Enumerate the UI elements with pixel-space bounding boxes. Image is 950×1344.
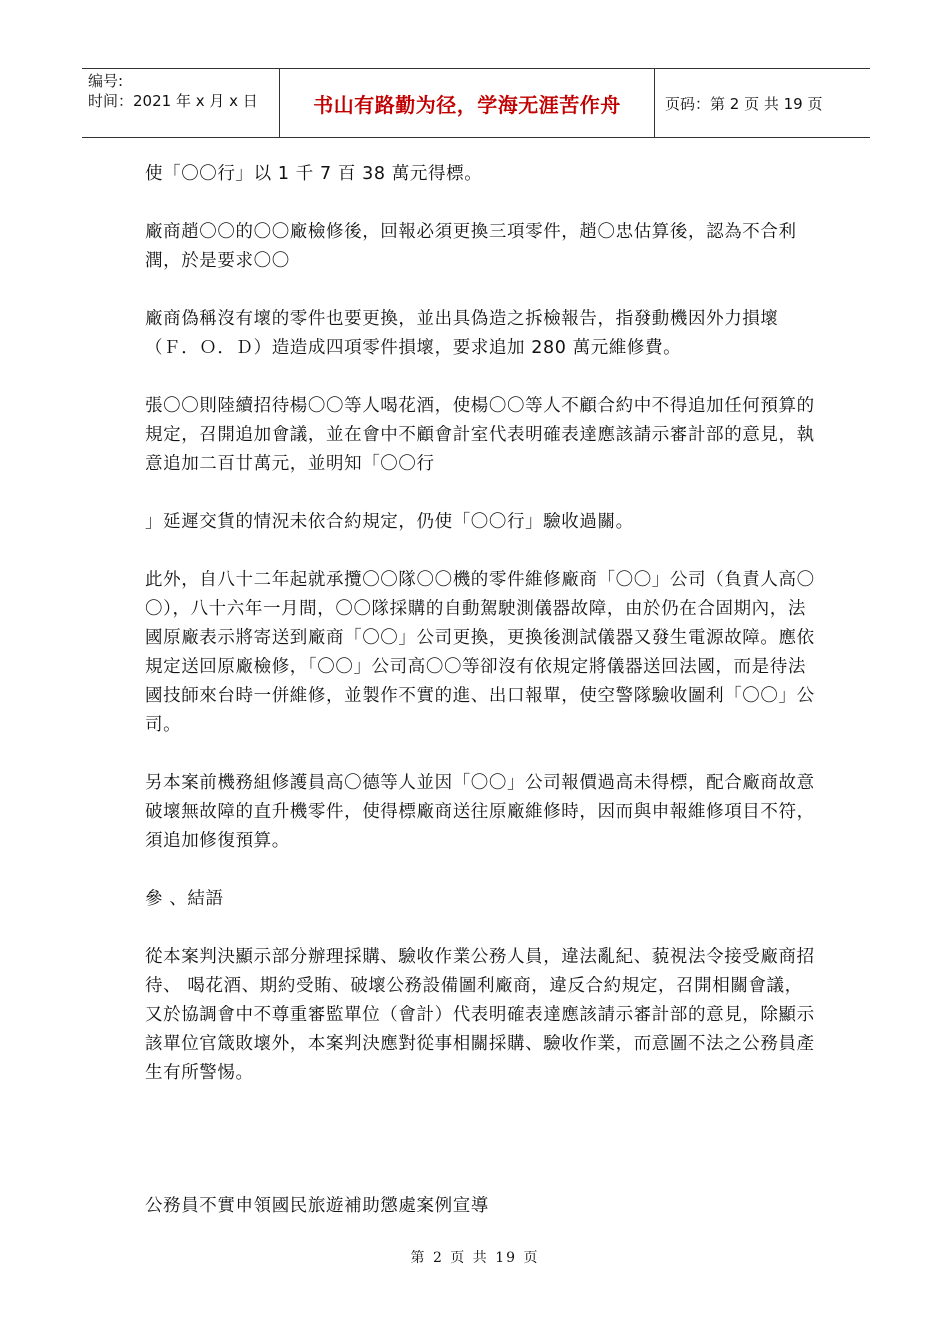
page-footer: 第 2 页 共 19 页 bbox=[410, 1250, 540, 1266]
paragraph: 」延遲交貨的情況未依合約規定，仍使「〇〇行」驗收過關。 bbox=[145, 512, 634, 532]
document-date: 时间：2021 年 x 月 x 日 bbox=[88, 92, 258, 110]
paragraph: 使「〇〇行」以 1 千 7 百 38 萬元得標。 bbox=[145, 164, 483, 184]
header-page-info: 页码：第 2 页 共 19 页 bbox=[665, 94, 823, 113]
paragraph: 廠商趙〇〇的〇〇廠檢修後，回報必須更換三項零件，趙〇忠估算後，認為不合利潤，於是要求〇〇 bbox=[145, 222, 797, 271]
document-number: 编号: bbox=[88, 72, 124, 90]
paragraph: 張〇〇則陸續招待楊〇〇等人喝花酒，使楊〇〇等人不顧合約中不得追加任何預算的規定，召開追加會議，並在會中不顧會計室代表明確表達應該請示審計部的意見，執意追加二百廿萬元，並明知「〇〇行 bbox=[145, 396, 815, 474]
section-heading: 參 、結語 bbox=[145, 889, 224, 909]
header-motto: 书山有路勤为径，学海无涯苦作舟 bbox=[280, 69, 655, 137]
paragraph: 廠商偽稱沒有壞的零件也要更換，並出具偽造之拆檢報告，指發動機因外力損壞（Ｆ．Ｏ．Ｄ）造造成四項零件損壞，要求追加 280 萬元維修費。 bbox=[145, 309, 779, 358]
page-header bbox=[82, 68, 870, 138]
paragraph: 此外，自八十二年起就承攬〇〇隊〇〇機的零件維修廠商「〇〇」公司（負責人高〇〇），八十六年一月間，〇〇隊採購的自動駕駛測儀器故障，由於仍在合固期內，法國原廠表示將寄送到廠商「〇〇」公司更換，更換後測試儀器又發生電源故障。應依規定送回原廠檢修，「〇〇」公司高〇〇等卻沒有依規定將儀器送回法國，而是待法國技師來台時一併維修，並製作不實的進、出口報單，使空警隊驗收圖利「〇〇」公司。 bbox=[145, 570, 815, 735]
header-meta bbox=[82, 69, 280, 137]
next-section-title: 公務員不實申領國民旅遊補助懲處案例宣導 bbox=[145, 1196, 489, 1216]
paragraph: 從本案判決顯示部分辦理採購、驗收作業公務人員，違法亂紀、藐視法令接受廠商招待、 喝花酒、期約受賄、破壞公務設備圖利廠商，違反合約規定，召開相關會議，又於協調會中不尊重審監單位（會計）代表明確表達應該請示審計部的意見，除顯示該單位官箴敗壞外，本案判決應對從事相關採購、驗收作業，而意圖不法之公務員產生有所警惕。 bbox=[145, 947, 815, 1083]
document-body bbox=[145, 160, 815, 1221]
paragraph: 另本案前機務組修護員高〇德等人並因「〇〇」公司報價過高未得標，配合廠商故意破壞無故障的直升機零件，使得標廠商送往原廠維修時，因而與申報維修項目不符，須追加修復預算。 bbox=[145, 773, 815, 851]
